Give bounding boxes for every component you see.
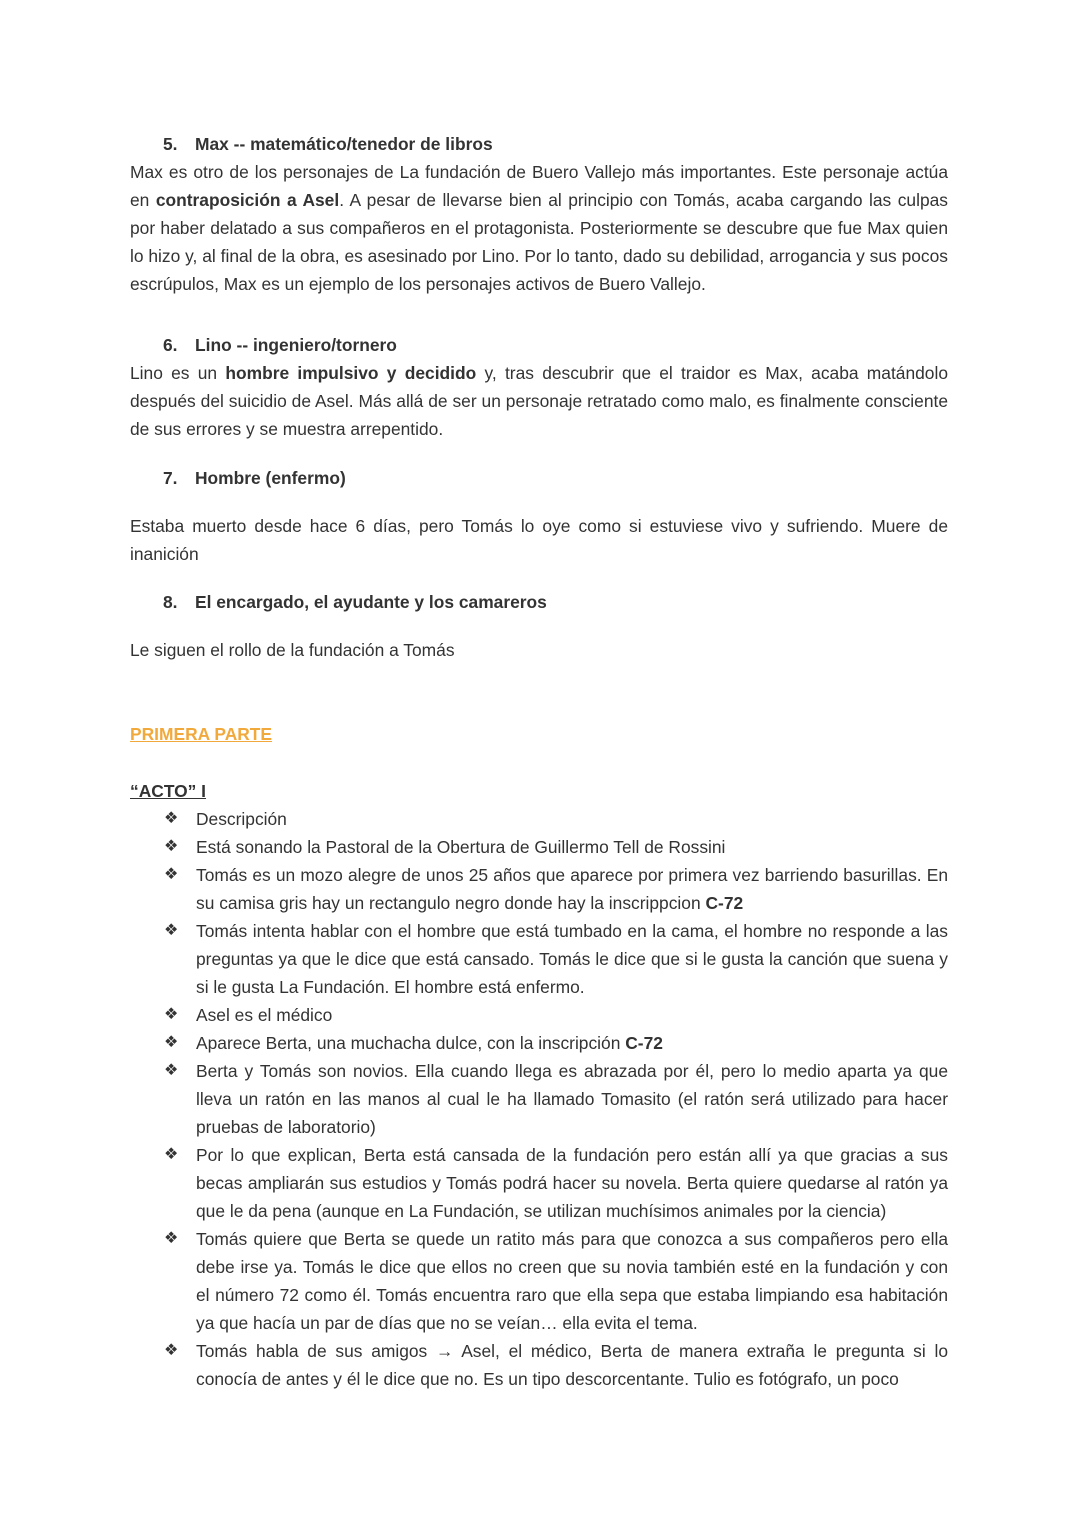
character-heading-lino	[163, 331, 397, 359]
diamond-bullet-icon: ❖	[164, 1230, 179, 1247]
list-item	[130, 1337, 948, 1393]
heading-number: 7.	[163, 468, 178, 488]
diamond-bullet-icon: ❖	[164, 1342, 179, 1359]
item-text: Asel es el médico	[196, 1005, 333, 1025]
item-text: Aparece Berta, una muchacha dulce, con la inscripción	[196, 1033, 626, 1053]
heading-text: Lino -- ingeniero/tornero	[195, 335, 397, 355]
bold-text: hombre impulsivo y decidido	[225, 363, 477, 383]
item-text: Berta y Tomás son novios. Ella cuando llega es abrazada por él, pero lo medio aparta ya que lleva un ratón en las manos al cual le ha llamado Tomasito (el ratón será utilizado para hacer pruebas de laboratorio)	[196, 1061, 948, 1137]
list-item	[130, 917, 948, 1001]
paragraph: Le siguen el rollo de la fundación a Tomás	[130, 640, 455, 660]
heading-text: El encargado, el ayudante y los camareros	[195, 592, 547, 612]
character-description-encargado	[130, 636, 948, 664]
diamond-bullet-icon: ❖	[164, 1006, 179, 1023]
text-run: y, tras descubrir que el traidor es Max, acaba matándolo después del suicidio de Asel. Más allá de ser un personaje retratado como malo, es finalmente consciente de sus errores y se muestra arrepentido.	[130, 363, 949, 439]
bold-text: contraposición a Asel	[155, 190, 340, 210]
bold-text: C-72	[625, 1033, 663, 1053]
list-item	[130, 1057, 948, 1141]
heading-number: 5.	[163, 134, 178, 154]
acto-title: “ACTO” I	[130, 781, 207, 801]
heading-text: Max -- matemático/tenedor de libros	[195, 134, 493, 154]
character-description-hombre	[130, 512, 948, 568]
heading-number: 8.	[163, 592, 178, 612]
diamond-bullet-icon: ❖	[164, 866, 179, 883]
list-item	[130, 861, 948, 917]
text-run: Lino es un	[130, 363, 226, 383]
item-text: Descripción	[196, 809, 287, 829]
character-heading-hombre	[163, 464, 346, 492]
paragraph	[130, 359, 948, 443]
character-description-lino	[130, 359, 948, 443]
item-text: Tomás quiere que Berta se quede un ratito más para que conozca a sus compañeros pero ella debe irse ya. Tomás le dice que ellos no creen que su novia también esté en la fundación y con el número 72 como él. Tomás encuentra raro que ella sepa que estaba limpiando esa habitación ya que hacía un par de días que no se veían… ella evita el tema.	[196, 1229, 948, 1333]
character-description-max	[130, 158, 948, 298]
paragraph: Estaba muerto desde hace 6 días, pero Tomás lo oye como si estuviese vivo y sufriendo. Muere de inanición	[130, 516, 948, 564]
diamond-bullet-icon: ❖	[164, 1146, 179, 1163]
heading-text: Hombre (enfermo)	[195, 468, 346, 488]
item-text: Tomás es un mozo alegre de unos 25 años que aparece por primera vez barriendo basurillas. En su camisa gris hay un rectangulo negro donde hay la inscrippcion	[196, 865, 948, 913]
text-run: . A pesar de llevarse bien al principio con Tomás, acaba cargando las culpas por haber delatado a sus compañeros en el protagonista. Posteriormente se descubre que fue Max quien lo hizo y, al final de la obra, es asesinado por Lino. Por lo tanto, dado su debilidad, arrogancia y sus pocos escrúpulos, Max es un ejemplo de los personajes activos de Buero Vallejo.	[130, 190, 948, 294]
acto-bullet-list	[130, 805, 948, 1393]
diamond-bullet-icon: ❖	[164, 1062, 179, 1079]
list-item	[130, 1141, 948, 1225]
item-text: Tomás intenta hablar con el hombre que está tumbado en la cama, el hombre no responde a las preguntas ya que le dice que está cansado. Tomás le dice que si le gusta la canción que suena y si le gusta La Fundación. El hombre está enfermo.	[196, 921, 948, 997]
paragraph	[130, 158, 948, 298]
diamond-bullet-icon: ❖	[164, 838, 179, 855]
list-item	[130, 1225, 948, 1337]
item-text: Tomás habla de sus amigos → Asel, el médico, Berta de manera extraña le pregunta si lo conocía de antes y él le dice que no. Es un tipo descorcentante. Tulio es fotógrafo, un poco	[196, 1341, 948, 1389]
diamond-bullet-icon: ❖	[164, 810, 179, 827]
character-heading-max	[163, 130, 493, 158]
heading-number: 6.	[163, 335, 178, 355]
item-text: Está sonando la Pastoral de la Obertura de Guillermo Tell de Rossini	[196, 837, 726, 857]
diamond-bullet-icon: ❖	[164, 922, 179, 939]
character-heading-encargado	[163, 588, 547, 616]
bold-text: C-72	[705, 893, 744, 913]
bullet-list	[130, 805, 948, 1393]
item-text: Por lo que explican, Berta está cansada de la fundación pero están allí ya que gracias a sus becas ampliarán sus estudios y Tomás podrá hacer su novela. Berta quiere quedarse al ratón ya que le da pena (aunque en La Fundación, se utilizan muchísimos animales por la ciencia)	[196, 1145, 948, 1221]
list-item	[130, 1029, 948, 1057]
list-item	[130, 805, 948, 833]
text-run: Max es otro de los personajes de La fundación de Buero Vallejo más importantes. Este personaje actúa en	[130, 162, 948, 210]
diamond-bullet-icon: ❖	[164, 1034, 179, 1051]
list-item	[130, 833, 948, 861]
section-title: PRIMERA PARTE	[130, 724, 273, 744]
list-item	[130, 1001, 948, 1029]
